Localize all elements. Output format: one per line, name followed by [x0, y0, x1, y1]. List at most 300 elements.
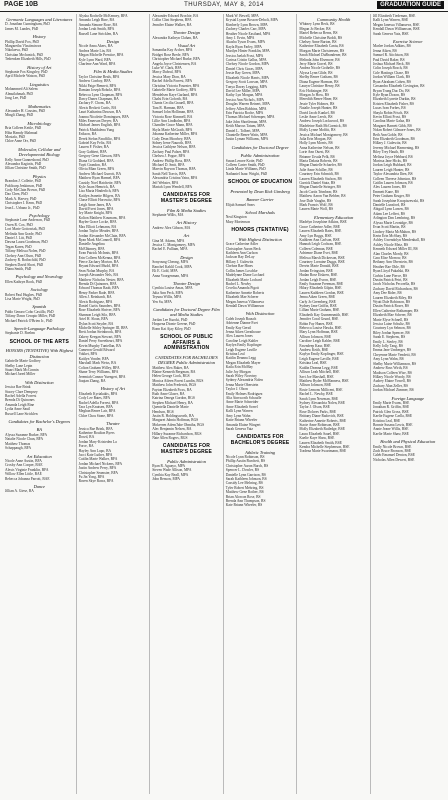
- graduate-name: Ryan Lloyd Pukalski, BS: [372, 269, 410, 274]
- graduate-name: Rebecca Johanna Parrott, BAE: [5, 476, 50, 481]
- section-banner: GRADUATION GUIDE: [377, 1, 444, 9]
- graduate-name: Zakery Keegan Stewart, BFA: [78, 334, 122, 339]
- graduate-name: Ryan R. Aguayo, MPA: [152, 464, 186, 469]
- issue-date: THURSDAY, MAY 8, 2014: [184, 2, 264, 8]
- degree-subheading: Design: [180, 254, 193, 260]
- degree-subheading: Theatre Design: [172, 30, 200, 36]
- graduate-name: Lindsey Maria McMahon, BS: [372, 229, 417, 234]
- graduate-name: Kimberly Lynn Brown, MPA: [225, 22, 268, 27]
- graduate-name: Brett Jordan Steinbrook, BFA: [78, 330, 122, 335]
- graduate-name: Justin Lyman Williams, MPA: [225, 137, 269, 142]
- graduate-name: Melissa Marsh Dickerson, BSE: [299, 255, 345, 260]
- degree-subheading: Film & Media Studies: [93, 69, 133, 75]
- degree-subheading: Athletic Training: [245, 449, 276, 455]
- graduate-name: Russell Lane Stricklen, BA: [78, 31, 118, 36]
- graduate-name: Chelsea Rae Hines: [225, 264, 253, 269]
- graduate-name: Alexander H. Cousins, PhD: [5, 108, 46, 113]
- graduate-name: Jessica Rae Brink, BFA: [78, 426, 113, 431]
- graduate-name: Jacob Nicholas Pecorella, BS: [372, 282, 416, 287]
- graduate-name: Marvin Rayvon Thomas, BFA: [152, 167, 196, 172]
- graduate-name: Andrea Nicole Gothelfe, BS: [299, 66, 341, 71]
- graduate-name: Gregory Gene Glasson, BFA: [78, 154, 121, 159]
- graduate-name: Rachel Adella Forrest, BFA: [152, 79, 193, 84]
- graduate-name: Pablo Genaro Cobo Castillo, PhD: [5, 309, 54, 314]
- graduate-name: Dawna Laura Goodman, PhD: [5, 240, 48, 245]
- graduate-name: Owen R. Cox, PhD: [5, 222, 33, 227]
- graduate-name: Kaylyn Emily Kopfinger: [225, 343, 262, 348]
- graduate-name: Samantha Kay Archer, BFA: [152, 48, 193, 53]
- graduate-name: Marie Elyse Schnell, BS: [372, 317, 409, 322]
- graduate-name: Elijah Samuel Sears: [225, 202, 255, 207]
- graduate-name: Neal Kingston: [225, 215, 247, 220]
- graduate-name: Taylor J. Olson, BSE: [299, 405, 330, 410]
- degree-subheading: Mathematics: [27, 103, 51, 109]
- graduate-name: Alia Ainsworth Schaufle: [225, 396, 262, 401]
- graduate-name: Lauren F. Fisher, BA: [78, 145, 109, 150]
- graduate-name: Ruth Anne Glaser, BA: [152, 392, 185, 396]
- graduate-name: Adrienne Diane Evet, BSE: [299, 251, 339, 256]
- graduate-name: Force, BA: [78, 444, 94, 449]
- graduate-name: Matthew Alex Baker, BA: [152, 365, 189, 370]
- graduate-name: Bria Colleen Kettle, PhD: [5, 126, 42, 131]
- page-number: PAGE 10B: [4, 1, 39, 8]
- graduate-name: Russell Lane Stricklen: [5, 411, 38, 416]
- graduate-name: Katherine Annette Roberts, BSE: [299, 418, 347, 423]
- graduate-name: Ranchel Kahlil Cook, MFA: [152, 264, 192, 269]
- graduate-name: Rebecca Louise Hawks, BSE: [299, 326, 342, 331]
- degree-subheading: Art History: [176, 220, 197, 226]
- graduate-name: Amanda Simone Rose, BA: [78, 22, 118, 27]
- graduate-name: Christopher Aaron Burch, BS: [225, 463, 269, 468]
- degree-subheading: History of Art: [27, 64, 52, 70]
- graduate-name: Jeremy Michael Harmening, BS: [372, 145, 420, 150]
- graduate-name: Courtney Erin Schmidt, BS: [299, 172, 339, 177]
- graduate-name: Diana Eugene Harmon, BS: [299, 79, 339, 84]
- graduate-name: Kolton Matthew Koumans, BFA: [78, 215, 126, 220]
- graduate-name: Colleen Carter Smith, PhD: [225, 163, 265, 167]
- graduate-name: Andrew Phillip Ross, BFA: [152, 158, 191, 163]
- graduate-name: Bethany Ann Oberstein, BS: [372, 260, 413, 265]
- degree-subheading: With Distinction: [245, 311, 275, 317]
- graduate-name: Lauren Marie Wolf, BS: [299, 207, 334, 212]
- graduate-name: Madelynne Diane Lochard: [225, 273, 265, 278]
- graduate-name: Bryant Edward Mudd, BFA: [78, 264, 119, 269]
- graduate-name: Spencer L. Dowler, BS: [225, 468, 260, 473]
- graduate-name: Kayla Ryan Farley, MPA: [225, 44, 262, 49]
- graduate-name: Sarah Geneva Yatz: [225, 426, 254, 431]
- degree-subheading: Film & Media Studies: [167, 207, 206, 213]
- graduate-name: Margaret Juhnia Hoffman, BGS: [152, 418, 199, 423]
- graduate-name: Danielle Angelina: [78, 242, 105, 247]
- graduate-name: Lauren Kathleen Gordon, BSE: [299, 290, 344, 295]
- graduate-name: Kyle Lynn Ward, BFA: [78, 57, 111, 62]
- graduate-name: Mendelsen Kaye Garland, BFA: [152, 92, 198, 97]
- graduate-name: Kendra Michelle Stephenson, BSE: [299, 445, 350, 449]
- graduate-name: Schappaugh, BFA: [5, 446, 32, 451]
- graduate-name: Akasha Tyson Evans, MPA: [225, 40, 266, 45]
- graduate-name: Chalsi Erin Goforth, BA: [152, 96, 188, 101]
- graduate-name: Andrew Ross Wirth, BS: [372, 366, 408, 371]
- graduate-name: Mingli Zhang, PhD: [5, 113, 34, 118]
- graduate-name: Hillary Suzanne Richardson, BGS: [152, 431, 202, 436]
- graduate-name: Stacie Anne Robinson, BSE: [299, 422, 340, 427]
- graduate-name: Jordan Michael Nickens, BFA: [78, 461, 123, 466]
- graduate-name: Alexander Edward Brochie, BA: [152, 14, 199, 18]
- graduate-name: Savi Joe Marshall, BSE: [299, 374, 334, 379]
- graduate-name: Max Elliott Lehmann, BA: [78, 224, 117, 229]
- graduate-name: Publicarp Jenkinson, PhD: [5, 183, 43, 188]
- graduate-name: Anne Marie Schneider: [225, 400, 259, 405]
- graduate-name: James M. Landes, PhD: [5, 26, 39, 31]
- graduate-name: Jessica Ann Nichols, MPA: [225, 97, 264, 102]
- graduate-name: Ellen Kathryn Rook, PhD: [5, 279, 43, 284]
- degree-subheading: Sociology: [30, 287, 48, 293]
- graduate-name: Kathy Lyn Morgan, MPA: [225, 93, 263, 98]
- graduate-name: Megan Janessa Villanueva: [225, 299, 264, 304]
- graduate-name: Sarah Michael DuBrandener, BS: [299, 53, 347, 58]
- graduate-name: Brandon J. Collette, PhD: [5, 179, 42, 184]
- graduate-name: Gray Gabbert, BFA: [78, 149, 107, 154]
- graduate-name: Andrew Joseph Lockwood, BS: [299, 119, 345, 124]
- graduate-name: Kelly Anne Gunnesbond, PhD: [5, 157, 49, 162]
- degree-subheading: Theatre: [106, 421, 120, 427]
- graduate-name: Riley Trey Hauth, BS: [372, 150, 405, 155]
- graduate-name: Mokerren Adem'Jabe Ohmiba, BGS: [152, 422, 205, 427]
- graduate-name: Daniel Chris Goras, MPA: [225, 66, 263, 71]
- graduate-name: Megan Jo Becker, BS: [299, 26, 331, 31]
- graduate-name: Natalie Joseph Hunter, BS: [299, 106, 338, 111]
- graduate-name: Matthew Ryan Harmel, BFA: [78, 176, 120, 181]
- degree-subheading: Microbiology: [27, 120, 52, 126]
- graduate-name: Chelsey Anne Burton, BS: [299, 40, 337, 45]
- graduate-name: Andrea Marie Lin, BA: [78, 48, 112, 53]
- graduate-name: Fu Jin Yong, BFA: [78, 475, 105, 480]
- graduate-name: Diana Smith, PhD: [5, 266, 32, 271]
- graduate-name: Christina Victoria Fournier, BFA: [152, 83, 200, 88]
- degree-subheading: Candidates for Doctoral Degree: [231, 144, 289, 150]
- graduate-name: Nathaniel Isaac Wright, PhD: [225, 171, 268, 176]
- graduate-name: Kaitlin Deanna Legg, BSE: [299, 365, 338, 370]
- graduate-name: Eli E. Gold, MFA: [152, 269, 178, 274]
- graduate-name: Quentella Danielle Marie: [152, 405, 189, 410]
- degree-subheading: Banner Carrier: [246, 197, 274, 203]
- graduate-name: Amy Lynn Wahn: [225, 413, 251, 418]
- graduate-name: Jordan Evingston, BSE: [299, 268, 333, 273]
- graduate-name: Lydia Anne Sauil: [5, 407, 30, 412]
- graduate-name: Robert Paul Hughes, PhD: [5, 292, 43, 297]
- graduate-name: Cole Hastings Chase, BS: [372, 70, 410, 75]
- graduate-name: McElhinney, BFA: [78, 246, 105, 251]
- graduate-name: Kendall Dawn Williamson: [225, 303, 265, 308]
- graduate-name: Chase Elliott Horowitz, BFA: [78, 198, 121, 203]
- graduate-name: Matthew Gene Rother, BS: [225, 490, 264, 495]
- graduate-name: Sarah Lynn Newman, BSE: [299, 396, 339, 401]
- graduate-name: Rose Elizabeth Shriver, BFA: [78, 308, 121, 313]
- graduate-name: Molly Lynne Moffitt, BS: [299, 128, 336, 133]
- graduate-name: Tegan Karen, PhD: [5, 244, 32, 249]
- graduate-name: Mariah Lynn Wendell, BFA: [152, 185, 193, 190]
- graduate-name: Madeleine Ruth McCormick, BS: [299, 123, 347, 128]
- graduate-name: Dervin Marie Donald, BSE: [299, 264, 339, 269]
- graduate-name: Alexandra Kathryn Clahan, BA: [152, 35, 198, 40]
- graduate-name: Leslie Anne Leech, BS: [299, 114, 333, 119]
- graduate-name: Helen George Cook, BGS: [152, 374, 190, 379]
- degree-subheading: Speech-Language Pathology: [13, 325, 65, 331]
- graduate-name: Pierce Zachary Morton, BA: [78, 259, 119, 264]
- graduate-name: Megan Michelle Prentice, BFA: [78, 53, 124, 58]
- graduate-name: Chantz Cecilia Grauell, BFA: [152, 101, 194, 106]
- school-heading: CANDIDATES FOR BACHELOR'S DEGREE: [230, 434, 290, 446]
- graduate-name: Samuel John Holliman, BFA: [152, 110, 194, 115]
- graduate-name: Kaylyn Emily Kopfinger, BSE: [299, 352, 344, 357]
- graduate-name: Marissa Jane Hicks, BS: [372, 159, 408, 163]
- graduate-name: Michael Jared Miller: [5, 372, 36, 377]
- graduate-name: Melinda Ann Grade, PhD: [5, 231, 42, 236]
- graduate-name: Erin Elizabeth Goodman, BS: [372, 136, 415, 141]
- graduate-name: Lauren Leigh Hunter, BS: [372, 167, 410, 172]
- graduate-name: Mark A. Harvey, PhD: [5, 196, 37, 201]
- graduate-name: Jordan Michael Zimmer, BS: [372, 388, 414, 393]
- graduate-name: David Lee Miller, MPA: [225, 88, 260, 93]
- graduate-name: Mark W. Bewell, MPA: [225, 14, 259, 18]
- graduate-name: Brian Alorcon Rose, BS: [225, 494, 261, 499]
- school-heading: SCHOOL OF EDUCATION: [227, 179, 293, 186]
- graduate-name: Michael James English, BFA: [78, 123, 121, 128]
- graduate-name: Stephen Michael Henry, BA: [152, 400, 193, 405]
- graduate-name: Jennifer Elaine Walker, BA: [152, 22, 192, 27]
- graduate-name: Megan Elizabeth Mayer: [225, 360, 261, 365]
- graduate-name: Nicole Lynn Robinson, BS: [225, 454, 265, 459]
- graduate-name: Kristina Leal: [225, 352, 245, 356]
- graduate-name: Brianne Ursula Pelk, BS: [299, 154, 335, 159]
- graduate-name: Mariel Rebecca Berns, BS: [299, 31, 338, 36]
- graduate-name: Alyssa Suzanne Burker, BFA: [5, 432, 48, 437]
- graduate-name: Kristen Elizabeth Fisher, BS: [372, 101, 414, 106]
- graduate-name: Patrick Glen Gross, BSE: [372, 409, 409, 414]
- graduate-name: Skyla Marie McGrath, BFA: [152, 127, 193, 132]
- graduate-name: Gina M. Adams, MFA: [152, 238, 185, 243]
- graduate-name: Amy Dee Rider, BS: [372, 291, 402, 296]
- column-2: [77, 14, 151, 794]
- graduate-name: Tara Lyn Knutsen, BFA: [78, 404, 113, 409]
- graduate-name: Kaitlyn Jeanette Hilgers, BA: [78, 193, 121, 198]
- graduate-name: Hiba Hamdy Mahmud: [5, 130, 38, 135]
- graduate-name: Luke W. Clark, BFA: [152, 66, 182, 71]
- graduate-name: Kaitlyn Vonder, BFA: [78, 356, 109, 361]
- degree-subheading: Candidates for Doctoral Degree Film and Media Studies: [153, 306, 220, 318]
- graduate-name: Tiffany Dawn Cerapio Miller, PhD: [5, 314, 56, 319]
- graduate-name: Jackson Ray DeLay: [225, 255, 255, 260]
- graduate-name: Rachel E. Pulliam, MFA: [152, 247, 188, 252]
- graduate-name: Nicole Anne Austin, BFA: [5, 458, 42, 463]
- graduate-name: Gabrielle Marie Godfrey, BFA: [152, 88, 197, 93]
- graduate-name: Annie Jeane Willis, BSE: [372, 427, 409, 432]
- graduate-name: Hilary Elizabeth Gilpin, BSE: [299, 286, 342, 291]
- graduate-name: Hayley Ann Lupo, BA: [78, 448, 112, 453]
- graduate-name: Jordan Leigh Evron, BSE: [299, 277, 337, 282]
- graduate-name: Brenda Di Quinones: [5, 398, 35, 403]
- graduate-name: Sarah Geneva Yatz, BSE: [372, 31, 409, 36]
- graduate-name: Holly Lynn Morris, BS: [299, 141, 333, 146]
- graduate-name: Elizabeth Mae Scherer, BS: [372, 313, 412, 318]
- degree-subheading: Community Health: [317, 17, 351, 22]
- graduate-name: Colleen Coleman, BSE: [299, 246, 333, 251]
- graduate-name: Marlee Jordan Adkins, BS: [372, 44, 411, 49]
- graduate-name: Nikki Paige Bennett, BFA: [78, 83, 117, 88]
- graduate-name: Danielle Lynn Garrison, BS: [225, 472, 266, 477]
- graduate-name: Lillie Ann Lindholm, BFA: [152, 118, 191, 123]
- graduate-name: Sydney Alexandria Nolen: [225, 378, 263, 383]
- graduate-name: Robin Fay Hanes, BSE: [299, 321, 333, 326]
- graduate-name: Abigail Lynn Larsen, BS: [372, 207, 409, 212]
- graduate-name: Marshall Mark Weiss, BA: [78, 361, 117, 366]
- graduate-name: Gregory Scott Lawson, MPA: [225, 80, 268, 85]
- graduate-name: Jillian Christine Smith, PhD: [5, 166, 46, 171]
- graduate-name: Chloe Anne Orr, PhD: [5, 139, 36, 144]
- graduate-name: Eric Holtzinger, BS: [299, 88, 328, 93]
- graduate-name: Hendson, BGS: [152, 409, 174, 414]
- degree-subheading: Presented by Dean Rick Ginsberg: [230, 188, 290, 194]
- graduate-name: Chloe Chou Stone, BFA: [78, 413, 114, 418]
- graduate-name: Katherine Boulton Byers: [78, 430, 115, 435]
- graduate-name: Willow Ellen Little, BAE: [5, 472, 42, 477]
- graduate-name: Katie Briann Wheeler: [225, 418, 258, 423]
- graduate-name: Kaila Erin McMay: [225, 365, 253, 370]
- degree-subheading: Visual Art: [177, 43, 196, 49]
- graduate-name: Colton Graham Willey, BFA: [78, 365, 120, 370]
- graduate-name: Amy Lynn Wahn, BS: [372, 357, 404, 362]
- graduate-name: Lauren Elizabeth Riley, BS: [372, 295, 413, 300]
- graduate-name: Margaretha Vlastimirova: [5, 44, 42, 49]
- graduate-name: Raven Skye Rawa, BFA: [78, 479, 114, 484]
- graduate-name: Phillip David Fox, PhD: [5, 39, 39, 44]
- degree-subheading: Art: [183, 233, 190, 239]
- graduate-name: D. Jonathan Cunningham, PhD: [5, 22, 50, 27]
- graduate-name: Kaelie Kaye Shaw, BSE: [299, 436, 335, 441]
- degree-subheading: Physics: [32, 173, 46, 179]
- graduate-name: Alyssa Lynn Glide, BS: [299, 70, 333, 75]
- school-heading: HONORS (TENTATIVE): [231, 227, 289, 234]
- graduate-name: Jordan Lee Kuroki, PhD: [152, 317, 188, 322]
- graduate-name: Matthew John Frederick, BGS: [152, 383, 197, 388]
- graduate-name: Alexis Rodriguez, BFA: [78, 299, 113, 304]
- graduate-name: Cynthia Louise Amas, MFA: [152, 286, 193, 291]
- graduate-name: Andrew Conboy, BFA: [78, 79, 111, 84]
- graduate-name: Ryan Mark McConnell, BFA: [78, 237, 121, 242]
- graduate-name: Haylee Grace Locke, BFA: [78, 220, 117, 225]
- degree-subheading: CANDIDATES FOR BACHELOR'S DEGREE Public Administration: [155, 354, 218, 366]
- graduate-name: Stephanie Lane Anderson, PhD: [5, 218, 51, 223]
- graduate-name: Heather Nicole Eastlund, MPA: [225, 31, 271, 36]
- graduate-name: Erin Patricia Roche, MPA: [225, 110, 264, 115]
- graduate-name: Zachary F. Chons, BA: [78, 101, 111, 106]
- graduate-name: Sean Nolan Murphy, BA: [78, 268, 115, 273]
- graduate-name: Michelle Sibley Springer III, BFA: [78, 326, 128, 331]
- graduate-name: Meredith Renee Hiner, BS: [299, 97, 338, 102]
- graduate-name: Rosie Lemons Millicent, BSE: [299, 387, 343, 392]
- graduate-name: Nolan Robert Gilmore-Jones, BS: [372, 128, 421, 133]
- graduate-name: Elizabeth Kyriakakis, BFA: [78, 391, 118, 396]
- graduate-name: Jessica C. Montgomery, MFA: [152, 243, 196, 248]
- graduate-name: Collin Clint Stephens, BFA: [152, 18, 192, 23]
- graduate-name: Kenneth Edward Miller III, BS: [372, 247, 418, 252]
- graduate-name: Brittany Diane Radovich, BSE: [299, 414, 344, 419]
- graduate-name: Fawndeep Kaur, BSE: [299, 343, 331, 348]
- graduate-name: Caleb Joseph Bausch: [225, 316, 257, 321]
- graduate-name: Courtney Lyn Selmon, BS: [372, 326, 411, 331]
- degree-subheading: Germanic Languages and Literatures: [6, 17, 73, 22]
- graduate-name: Jessica Jaelah Frost, MPA: [225, 53, 264, 58]
- degree-subheading: Design: [106, 39, 120, 45]
- graduate-name: Kristina Leal, BSE: [299, 361, 327, 366]
- graduate-name: Jake John Shortleman, MPA: [225, 119, 267, 124]
- graduate-name: Alexis Beckett Curtis, BA: [78, 105, 117, 110]
- graduate-name: Kathleen Ann Carlson: [225, 251, 258, 256]
- graduate-name: Ivy Marie Knight, BFA: [78, 211, 113, 216]
- graduate-name: Elizabeth Marie Lochard: [225, 277, 262, 282]
- graduate-name: Bridget Rose Brede, BFA: [152, 52, 190, 57]
- graduate-name: Alex Lauren Jones, BS: [372, 185, 407, 190]
- graduate-name: Zachary Paul Palzer, BFA: [152, 149, 190, 154]
- graduate-name: Henry Parker Rade, BFA: [78, 290, 115, 295]
- graduate-name: Jeremiah Connor Yuengert, BFA: [78, 374, 126, 379]
- graduate-name: Shayla Robin Frisch, BS: [372, 110, 409, 115]
- graduate-name: Kendall Dawn Williamson, BSE: [372, 27, 420, 32]
- graduate-name: Patrick Maddalena Yung: [78, 127, 114, 132]
- graduate-name: Cassidy Noel Hatchette, BFA: [78, 180, 122, 185]
- degree-subheading: School Marshals: [245, 210, 275, 216]
- graduate-name: David Evert Jones, BFA: [78, 207, 114, 212]
- graduate-name: Cheyenne Marie Vendetti, BS: [372, 352, 416, 357]
- graduate-name: Collin James Loschke: [225, 268, 258, 273]
- graduate-name: Mary Mortenson: [225, 219, 251, 224]
- graduate-name: Dylan Scott Snyder, BA: [78, 321, 114, 326]
- graduate-name: Hannah Leigh Cochran, BSE: [299, 242, 342, 247]
- graduate-name: Lisa Maria Hinderlich, BFA: [78, 189, 120, 194]
- graduate-name: Jenna Aiken Green, BSE: [299, 295, 336, 300]
- graduate-name: Erikson, BA: [78, 132, 97, 137]
- graduate-name: Cody Lee Bates, BFA: [78, 396, 111, 401]
- graduate-name: Johanna Katherine Miller, BFA: [152, 132, 198, 137]
- graduate-name: Lucas Ivan Forbes, BS: [372, 106, 406, 111]
- column-6: [371, 14, 445, 794]
- graduate-name: Julie Anne Schiller, BS: [299, 167, 333, 172]
- graduate-name: Megan Danielle Stringer, BS: [299, 185, 341, 190]
- graduate-name: Lorie Ann Ouest, BS: [299, 150, 330, 155]
- graduate-name: Matthew Aaron Van Bebber, BS: [299, 194, 346, 199]
- graduate-name: Ashley Gwendolyn Mendenhall, BS: [372, 238, 426, 243]
- graduate-name: Jessica Rae Brink: [5, 385, 31, 390]
- graduate-name: Jessica Mary Dion, BA: [152, 74, 186, 79]
- graduate-name: Daniel L. Tolbert, MPA: [225, 128, 260, 133]
- degree-subheading: Elementary Education: [313, 214, 354, 220]
- graduate-name: Jiaqian Zhang, BA: [78, 378, 106, 383]
- graduate-name: Wyatt Dale Robinson, BS: [372, 300, 411, 304]
- degree-subheading: Exercise Science: [393, 39, 423, 45]
- degree-subheading: With Distinction: [24, 379, 54, 385]
- graduate-name: Gabriel Kay Felix, BA: [78, 140, 112, 145]
- graduate-name: Nicole Anna Akers, BA: [78, 44, 113, 49]
- graduate-name: Zach Bruce Bronson, BSE: [372, 449, 412, 453]
- graduate-name: Jonathan R. Griffin, BSE: [372, 405, 410, 410]
- graduate-name: Jordan Leigh Hubbard, BS: [372, 163, 412, 168]
- graduate-name: Caleb Emanuel Denton, BSE: [372, 453, 415, 458]
- graduate-name: Ellen Catherine Rothamper, BS: [372, 308, 419, 313]
- graduate-name: Jennifer Coral Grund, BSE: [299, 317, 339, 322]
- degree-subheading: Health and Physical Education: [380, 439, 436, 445]
- graduate-name: Alexandria Cristina Vatra, BFA: [152, 176, 198, 181]
- graduate-name: Julia Erin Morgan, BS: [299, 136, 332, 141]
